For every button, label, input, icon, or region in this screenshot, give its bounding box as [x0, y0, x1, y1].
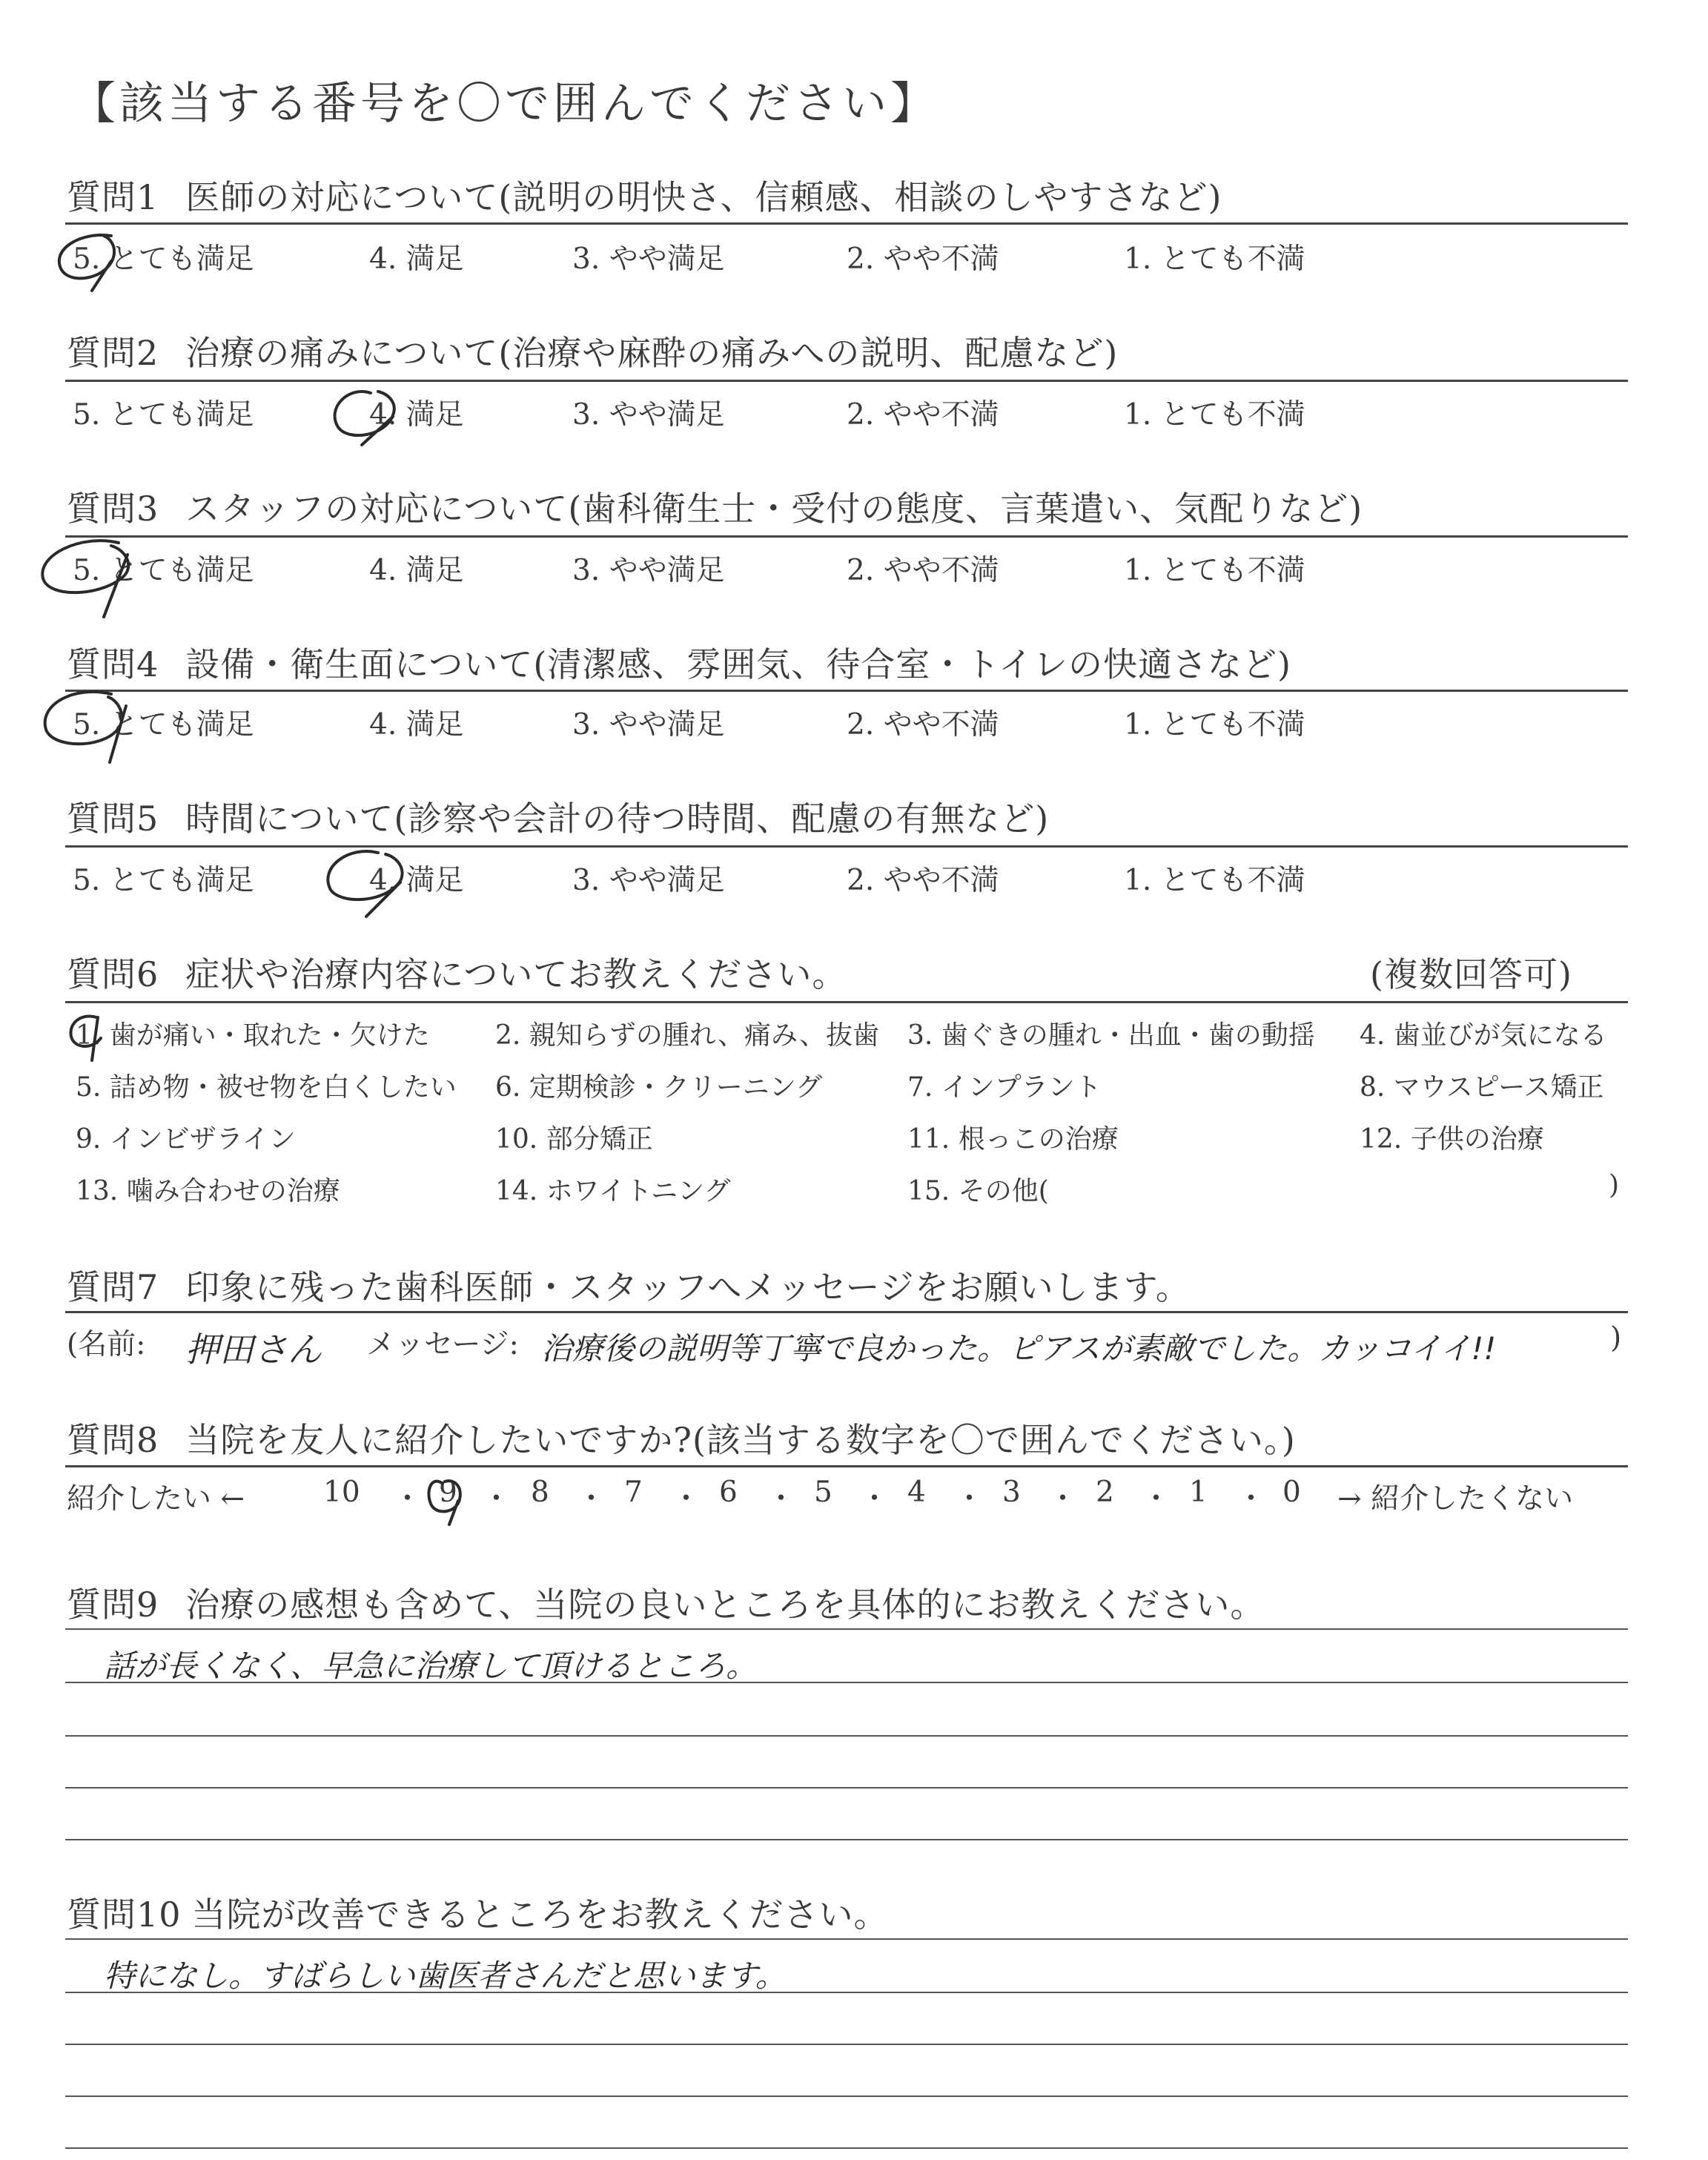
- q8-dot: ・: [1142, 1482, 1171, 1516]
- q3-option-3[interactable]: 3. やや満足: [572, 554, 725, 587]
- question-1-number: 質問1: [67, 177, 159, 217]
- q6-item-5[interactable]: 5. 詰め物・被せ物を白くしたい: [76, 1072, 457, 1103]
- q6-item-3[interactable]: 3. 歯ぐきの腫れ・出血・歯の動揺: [907, 1020, 1315, 1051]
- q2-option-4[interactable]: 4. 満足: [369, 398, 464, 432]
- q8-right-label: → 紹介したくない: [1337, 1482, 1574, 1516]
- question-2-number: 質問2: [67, 333, 159, 373]
- q9-answer[interactable]: 話が長くなく、早急に治療して頂けるところ。: [104, 1648, 758, 1684]
- question-7-title: [67, 1261, 1191, 1309]
- question-2-title: [67, 326, 1118, 375]
- q6-item-4[interactable]: 4. 歯並びが気になる: [1360, 1020, 1607, 1051]
- q3-option-2[interactable]: 2. やや不満: [847, 554, 999, 587]
- question-6-title: [67, 948, 847, 997]
- question-1-text: 医師の対応について(説明の明快さ、信頼感、相談のしやすさなど): [185, 177, 1222, 217]
- question-3-title: [67, 482, 1363, 531]
- question-2-rule: [65, 380, 1628, 382]
- q10-line-5: [65, 2147, 1628, 2149]
- q8-dot: ・: [672, 1482, 701, 1516]
- q8-dot: ・: [577, 1482, 606, 1516]
- q8-dot: ・: [1048, 1482, 1078, 1516]
- question-10-title: [67, 1888, 889, 1937]
- question-7-text: 印象に残った歯科医師・スタッフへメッセージをお願いします。: [185, 1267, 1191, 1307]
- q2-option-3[interactable]: 3. やや満足: [572, 398, 725, 432]
- q8-dot: ・: [767, 1482, 796, 1516]
- q9-line-4: [65, 1787, 1628, 1789]
- q10-answer[interactable]: 特になし。すばらしい歯医者さんだと思います。: [104, 1958, 787, 1994]
- q7-name-value[interactable]: 押田さん: [185, 1330, 322, 1370]
- question-9-text: 治療の感想も含めて、当院の良いところを具体的にお教えください。: [185, 1585, 1265, 1625]
- question-1-title: [67, 171, 1222, 219]
- q9-line-5: [65, 1839, 1628, 1840]
- q3-option-4[interactable]: 4. 満足: [369, 554, 464, 587]
- q8-scale-3[interactable]: 3: [1002, 1476, 1021, 1509]
- q6-item-2[interactable]: 2. 親知らずの腫れ、痛み、抜歯: [495, 1020, 880, 1051]
- question-5-number: 質問5: [67, 799, 159, 839]
- q8-scale-2[interactable]: 2: [1096, 1476, 1114, 1509]
- q5-option-5[interactable]: 5. とても満足: [73, 864, 254, 897]
- q10-line-4: [65, 2095, 1628, 2097]
- question-5-text: 時間について(診察や会計の待つ時間、配慮の有無など): [185, 799, 1050, 839]
- question-4-title: [67, 638, 1291, 687]
- question-1-rule: [65, 222, 1628, 225]
- q4-option-3[interactable]: 3. やや満足: [572, 708, 725, 742]
- q8-dot: ・: [482, 1482, 512, 1516]
- question-4-number: 質問4: [67, 644, 159, 684]
- question-5-title: [67, 792, 1049, 841]
- question-4-text: 設備・衛生面について(清潔感、雰囲気、待合室・トイレの快適さなど): [185, 644, 1291, 684]
- question-8-rule: [65, 1465, 1628, 1467]
- question-3-rule: [65, 535, 1628, 538]
- question-9-number: 質問9: [67, 1585, 159, 1625]
- q10-line-3: [65, 2044, 1628, 2045]
- q4-option-1[interactable]: 1. とても不満: [1124, 708, 1305, 742]
- q1-option-4[interactable]: 4. 満足: [369, 242, 464, 276]
- q1-option-1[interactable]: 1. とても不満: [1124, 242, 1305, 276]
- question-4-rule: [65, 690, 1628, 692]
- q5-option-3[interactable]: 3. やや満足: [572, 864, 725, 897]
- question-8-number: 質問8: [67, 1420, 159, 1460]
- q8-scale-5[interactable]: 5: [814, 1476, 833, 1509]
- q8-dot: ・: [860, 1482, 890, 1516]
- q6-item-8[interactable]: 8. マウスピース矯正: [1360, 1072, 1604, 1103]
- q6-item-1[interactable]: 1. 歯が痛い・取れた・欠けた: [76, 1020, 430, 1051]
- q8-scale-10[interactable]: 10: [323, 1476, 360, 1509]
- q3-option-5[interactable]: 5. とても満足: [73, 554, 254, 587]
- q1-option-3[interactable]: 3. やや満足: [572, 242, 725, 276]
- q8-dot: ・: [1237, 1482, 1266, 1516]
- question-6-rule: [65, 1001, 1628, 1003]
- q2-option-5[interactable]: 5. とても満足: [73, 398, 254, 432]
- q10-line-1: [65, 1938, 1628, 1940]
- q7-message-label: メッセージ:: [366, 1328, 519, 1361]
- q6-item-14[interactable]: 14. ホワイトニング: [495, 1176, 731, 1206]
- question-7-number: 質問7: [67, 1267, 159, 1307]
- q2-option-1[interactable]: 1. とても不満: [1124, 398, 1305, 432]
- q6-item-6[interactable]: 6. 定期検診・クリーニング: [495, 1072, 823, 1103]
- q9-line-3: [65, 1735, 1628, 1737]
- q6-item-10[interactable]: 10. 部分矯正: [495, 1124, 653, 1155]
- q8-dot: ・: [955, 1482, 984, 1516]
- q8-scale-7[interactable]: 7: [624, 1476, 643, 1509]
- q10-line-2: [65, 1992, 1628, 1993]
- question-10-number: 質問10: [67, 1895, 182, 1935]
- question-3-number: 質問3: [67, 489, 159, 529]
- q6-item-12[interactable]: 12. 子供の治療: [1360, 1124, 1544, 1155]
- q6-item-15-close: ): [1609, 1170, 1620, 1200]
- q3-option-1[interactable]: 1. とても不満: [1124, 554, 1305, 587]
- page-title: 【該当する番号を〇で囲んでください】: [71, 78, 939, 130]
- q1-option-2[interactable]: 2. やや不満: [847, 242, 999, 276]
- q7-name-label: (名前:: [67, 1328, 146, 1361]
- question-7-rule: [65, 1311, 1628, 1313]
- q6-item-7[interactable]: 7. インプラント: [907, 1072, 1102, 1103]
- q5-option-2[interactable]: 2. やや不満: [847, 864, 999, 897]
- q7-close-paren: ): [1610, 1321, 1622, 1355]
- q6-item-15[interactable]: 15. その他(: [907, 1176, 1049, 1206]
- question-6-text: 症状や治療内容についてお教えください。: [185, 954, 847, 994]
- q4-option-5[interactable]: 5. とても満足: [73, 708, 254, 742]
- q4-option-2[interactable]: 2. やや不満: [847, 708, 999, 742]
- q8-scale-8[interactable]: 8: [531, 1476, 549, 1509]
- q6-item-9[interactable]: 9. インビザライン: [76, 1124, 296, 1155]
- question-5-rule: [65, 845, 1628, 848]
- q8-scale-9[interactable]: 9: [439, 1476, 457, 1509]
- q9-line-2: [65, 1682, 1628, 1683]
- q9-line-1: [65, 1628, 1628, 1630]
- q8-scale-0[interactable]: 0: [1282, 1476, 1301, 1509]
- q6-item-13[interactable]: 13. 噛み合わせの治療: [76, 1176, 340, 1206]
- question-9-title: [67, 1578, 1265, 1627]
- q5-option-4[interactable]: 4. 満足: [369, 864, 464, 897]
- q2-option-2[interactable]: 2. やや不満: [847, 398, 999, 432]
- question-6-note: (複数回答可): [1370, 954, 1572, 994]
- question-8-title: [67, 1413, 1296, 1462]
- q1-option-5[interactable]: 5. とても満足: [73, 242, 254, 276]
- question-3-text: スタッフの対応について(歯科衛生士・受付の態度、言葉遣い、気配りなど): [185, 489, 1363, 529]
- q8-dot: ・: [393, 1482, 423, 1516]
- q8-left-label: 紹介したい ←: [67, 1482, 245, 1516]
- q4-option-4[interactable]: 4. 満足: [369, 708, 464, 742]
- q8-scale-4[interactable]: 4: [907, 1476, 926, 1509]
- question-8-text: 当院を友人に紹介したいですか?(該当する数字を〇で囲んでください。): [185, 1420, 1296, 1460]
- q8-scale-6[interactable]: 6: [719, 1476, 738, 1509]
- question-6-number: 質問6: [67, 954, 159, 994]
- q5-option-1[interactable]: 1. とても不満: [1124, 864, 1305, 897]
- q8-scale-1[interactable]: 1: [1189, 1476, 1208, 1509]
- q7-message-value[interactable]: 治療後の説明等丁寧で良かった。ピアスが素敵でした。カッコイイ!!: [541, 1330, 1497, 1367]
- question-10-text: 当院が改善できるところをお教えください。: [191, 1895, 889, 1935]
- q6-item-11[interactable]: 11. 根っこの治療: [907, 1124, 1119, 1155]
- question-2-text: 治療の痛みについて(治療や麻酔の痛みへの説明、配慮など): [185, 333, 1119, 373]
